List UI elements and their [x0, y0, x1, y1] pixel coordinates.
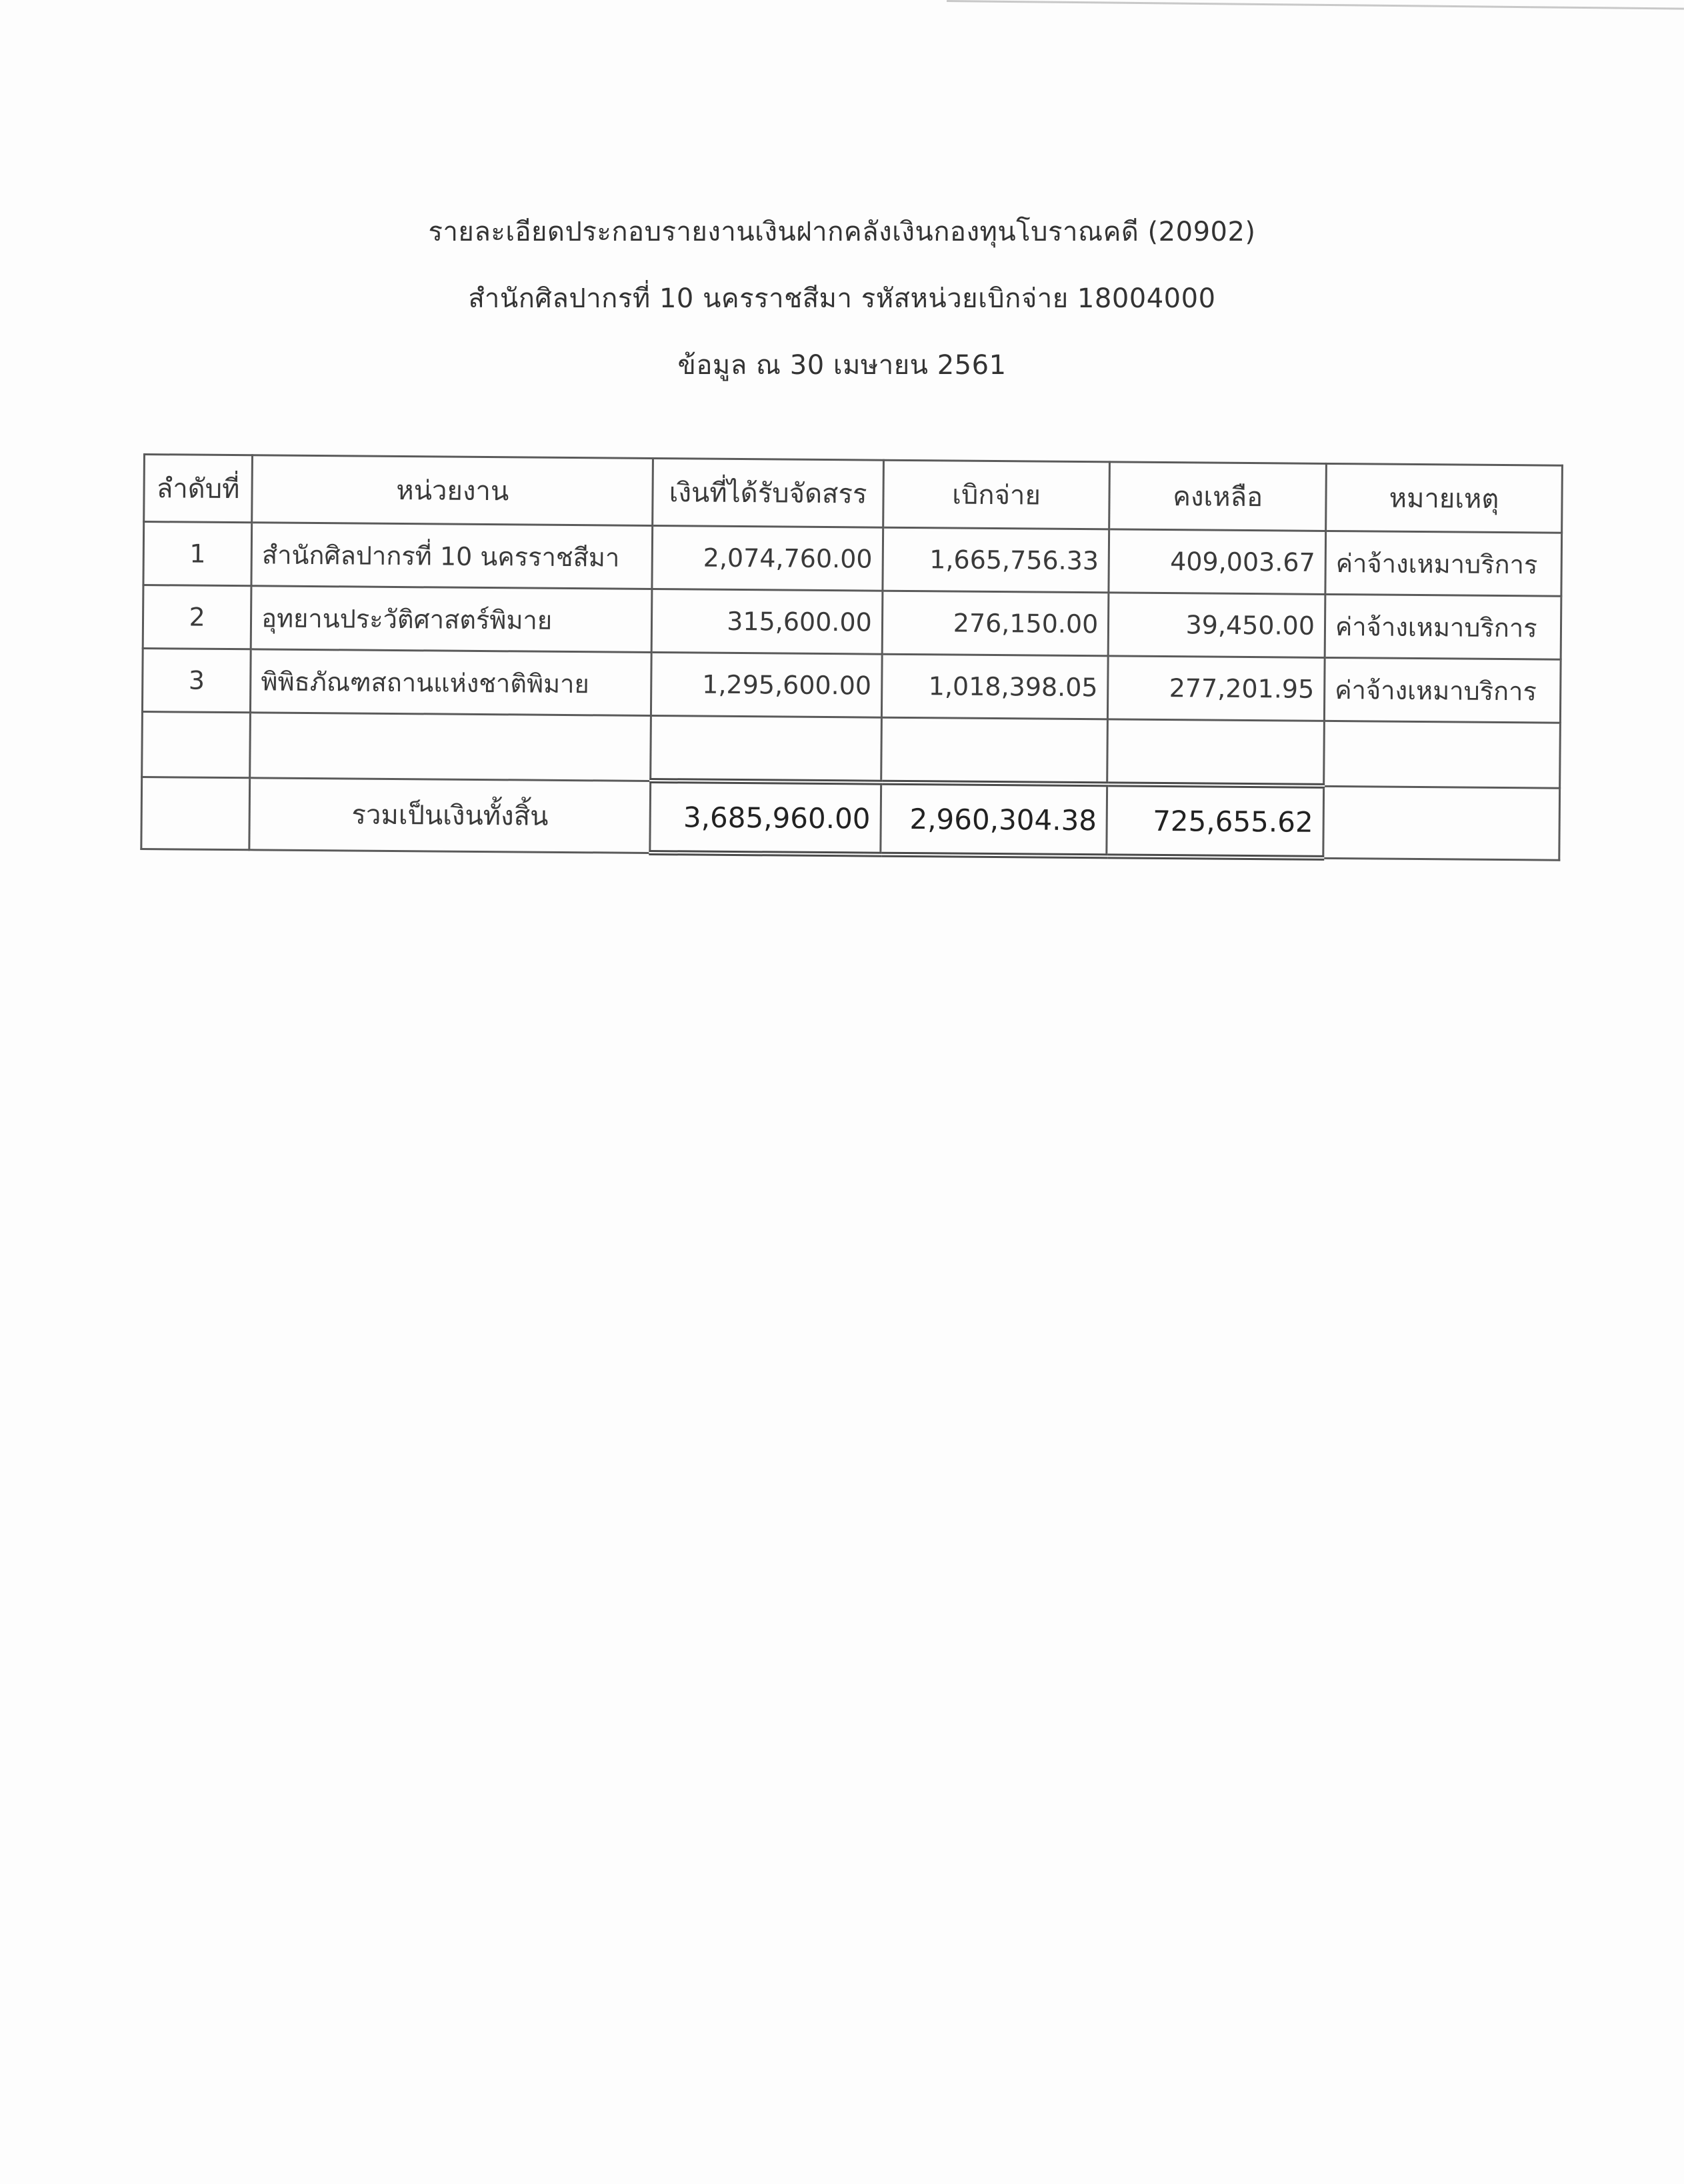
total-remaining: 725,655.62 — [1107, 784, 1324, 858]
empty-cell — [881, 717, 1107, 784]
total-row — [141, 777, 1560, 860]
table-row — [143, 522, 1562, 597]
allocated-amount: 2,074,760.00 — [652, 526, 883, 591]
office-subtitle: สำนักศิลปากรที่ 10 นครราชสีมา รหัสหน่วยเบิกจ่าย 18004000 — [468, 283, 1216, 314]
table-header-row — [144, 455, 1563, 533]
report-title: รายละเอียดประกอบรายงานเงินฝากคลังเงินกองทุนโบราณคดี (20902) — [428, 217, 1256, 247]
note: ค่าจ้างเหมาบริการ — [1324, 657, 1561, 723]
disbursed-amount: 1,018,398.05 — [881, 654, 1108, 719]
table-row — [143, 585, 1561, 660]
note: ค่าจ้างเหมาบริการ — [1325, 594, 1561, 659]
column-header-remaining: คงเหลือ — [1109, 462, 1326, 531]
disbursed-amount: 1,665,756.33 — [883, 527, 1109, 593]
column-header-disbursed: เบิกจ่าย — [883, 460, 1109, 529]
total-label: รวมเป็นเงินทั้งสิ้น — [249, 777, 651, 853]
table-row — [142, 649, 1561, 723]
row-number: 1 — [143, 522, 252, 586]
empty-cell — [1324, 721, 1561, 787]
column-header-allocated: เงินที่ได้รับจัดสรร — [653, 459, 883, 528]
total-allocated: 3,685,960.00 — [650, 781, 881, 855]
empty-cell — [1107, 719, 1324, 786]
column-header-no: ลำดับที่ — [144, 455, 253, 523]
scan-edge-line — [947, 0, 1684, 30]
row-number: 2 — [143, 585, 251, 649]
empty-cell — [1323, 786, 1560, 860]
report-date: ข้อมูล ณ 30 เมษายน 2561 — [677, 350, 1007, 381]
empty-row — [142, 711, 1561, 787]
remaining-amount: 277,201.95 — [1108, 656, 1325, 721]
empty-cell — [651, 715, 881, 782]
column-header-unit: หน่วยงาน — [252, 455, 653, 526]
total-disbursed: 2,960,304.38 — [881, 783, 1107, 857]
empty-cell — [250, 713, 651, 781]
allocated-amount: 315,600.00 — [651, 589, 882, 655]
note: ค่าจ้างเหมาบริการ — [1325, 531, 1562, 596]
deposit-report-table — [140, 453, 1563, 863]
remaining-amount: 409,003.67 — [1109, 529, 1325, 595]
unit-name: อุทยานประวัติศาสตร์พิมาย — [251, 586, 652, 653]
allocated-amount: 1,295,600.00 — [651, 652, 882, 717]
unit-name: สำนักศิลปากรที่ 10 นครราชสีมา — [251, 523, 653, 589]
row-number: 3 — [142, 649, 251, 713]
remaining-amount: 39,450.00 — [1108, 593, 1325, 658]
unit-name: พิพิธภัณฑสถานแห่งชาติพิมาย — [251, 649, 652, 716]
column-header-note: หมายเหตุ — [1326, 463, 1563, 533]
empty-cell — [142, 711, 251, 777]
empty-cell — [141, 777, 250, 849]
disbursed-amount: 276,150.00 — [882, 591, 1109, 656]
